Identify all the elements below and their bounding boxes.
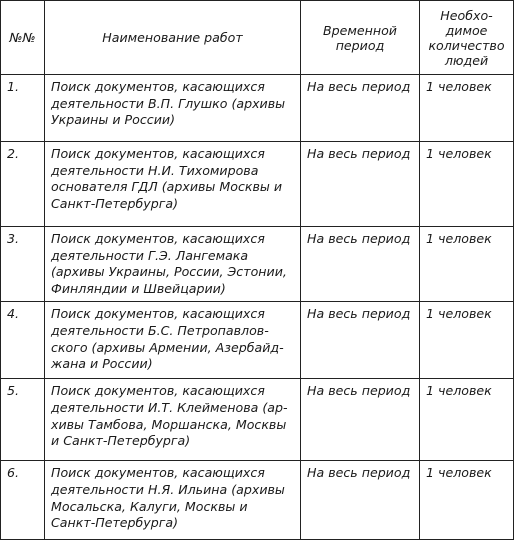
header-period-line: Временной xyxy=(323,22,397,38)
header-people-line: димое xyxy=(445,22,488,38)
header-name: Наименование работ xyxy=(45,1,301,75)
row-number: 6. xyxy=(1,461,45,540)
work-name-line: хивы Тамбова, Моршанска, Москвы xyxy=(51,416,287,432)
row-people: 1 человек xyxy=(420,379,514,461)
table-row xyxy=(1,142,514,227)
header-number: №№ xyxy=(1,1,45,75)
row-work-name xyxy=(45,461,301,540)
row-period: На весь период xyxy=(301,142,420,227)
row-people: 1 человек xyxy=(420,142,514,227)
work-name-line: Мосальска, Калуги, Москвы и xyxy=(51,498,248,514)
work-name-line: Поиск документов, касающихся xyxy=(51,306,265,322)
table-row xyxy=(1,379,514,461)
work-name-line: Санкт-Петербурга) xyxy=(51,195,178,211)
row-people: 1 человек xyxy=(420,302,514,379)
work-name-line: деятельности Б.С. Петропавлов- xyxy=(51,322,269,338)
header-period xyxy=(301,1,420,75)
work-name-line: Поиск документов, касающихся xyxy=(51,146,265,161)
header-people-line: людей xyxy=(444,52,489,68)
row-people: 1 человек xyxy=(420,461,514,540)
work-name-line: Поиск документов, касающихся xyxy=(51,79,265,94)
work-name-line: и Санкт-Петербурга) xyxy=(51,433,191,449)
work-name-line: Поиск документов, касающихся xyxy=(51,231,265,246)
row-number: 1. xyxy=(1,75,45,142)
table-header-row xyxy=(1,1,514,75)
header-people-line: Необхо- xyxy=(440,7,493,23)
table-row xyxy=(1,75,514,142)
row-number: 4. xyxy=(1,302,45,379)
row-period: На весь период xyxy=(301,227,420,302)
work-name-line: жана и России) xyxy=(51,356,153,372)
work-name-line: Поиск документов, касающихся xyxy=(51,383,265,399)
work-name-line: деятельности Н.И. Тихомирова xyxy=(51,162,259,178)
work-name-line: Украины и России) xyxy=(51,112,175,128)
work-name-line: ского (архивы Армении, Азербайд- xyxy=(51,339,284,355)
header-period-line: период xyxy=(335,37,385,53)
table-row xyxy=(1,302,514,379)
row-work-name xyxy=(45,227,301,302)
row-number: 2. xyxy=(1,142,45,227)
row-work-name xyxy=(45,75,301,142)
work-name-line: основателя ГДЛ (архивы Москвы и xyxy=(51,179,283,195)
work-name-line: деятельности В.П. Глушко (архивы xyxy=(51,95,286,111)
row-period: На весь период xyxy=(301,379,420,461)
work-name-line: Поиск документов, касающихся xyxy=(51,465,265,481)
row-people: 1 человек xyxy=(420,227,514,302)
row-period: На весь период xyxy=(301,461,420,540)
row-number: 5. xyxy=(1,379,45,461)
work-name-line: (архивы Украины, России, Эстонии, xyxy=(51,264,287,280)
work-name-line: Санкт-Петербурга) xyxy=(51,515,178,531)
table-row xyxy=(1,227,514,302)
work-name-line: деятельности И.Т. Клейменова (ар- xyxy=(51,399,288,415)
work-name-line: деятельности Г.Э. Лангемака xyxy=(51,247,249,263)
row-period: На весь период xyxy=(301,75,420,142)
row-number: 3. xyxy=(1,227,45,302)
header-people-line: количество xyxy=(428,37,505,53)
work-name-line: Финляндии и Швейцарии) xyxy=(51,280,226,296)
row-people: 1 человек xyxy=(420,75,514,142)
table-row xyxy=(1,461,514,540)
row-work-name xyxy=(45,302,301,379)
row-period: На весь период xyxy=(301,302,420,379)
work-name-line: деятельности Н.Я. Ильина (архивы xyxy=(51,481,285,497)
row-work-name xyxy=(45,379,301,461)
header-people xyxy=(420,1,514,75)
row-work-name xyxy=(45,142,301,227)
